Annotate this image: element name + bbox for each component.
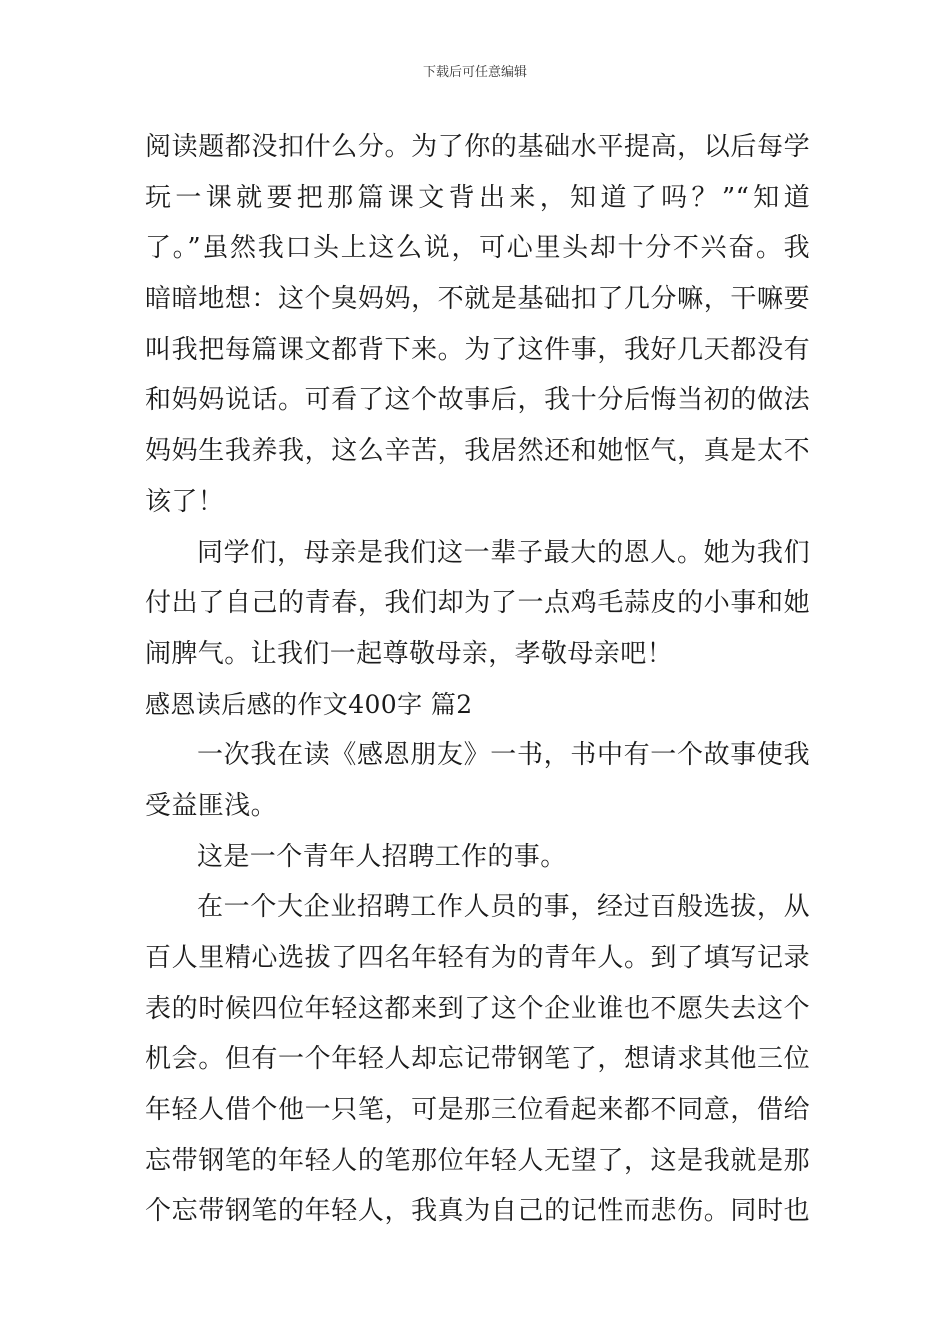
text-line: 忘带钢笔的年轻人的笔那位年轻人无望了，这是我就是那	[145, 1145, 810, 1176]
text-line: 闹脾气。让我们一起尊敬母亲，孝敬母亲吧！	[145, 638, 674, 669]
text-line: 表的时候四位年轻这都来到了这个企业谁也不愿失去这个	[145, 993, 810, 1024]
page-header: 下载后可任意编辑	[422, 65, 527, 80]
text-line: 个忘带钢笔的年轻人，我真为自己的记性而悲伤。同时也	[145, 1196, 810, 1227]
text-line: 年轻人借个他一只笔，可是那三位看起来都不同意，借给	[145, 1095, 810, 1126]
text-line: 玩一课就要把那篇课文背出来，知道了吗？”“知道	[145, 182, 810, 213]
text-line: 在一个大企业招聘工作人员的事，经过百般选拔，从	[197, 892, 810, 923]
text-line: 妈妈生我养我，这么辛苦，我居然还和她怄气，真是太不	[145, 436, 810, 467]
text-line: 了。”虽然我口头上这么说，可心里头却十分不兴奋。我	[145, 233, 810, 264]
text-line: 百人里精心选拔了四名年轻有为的青年人。到了填写记录	[145, 943, 810, 973]
text-line: 机会。但有一个年轻人却忘记带钢笔了，想请求其他三位	[145, 1044, 810, 1075]
text-line: 一次我在读《感恩朋友》一书，书中有一个故事使我	[197, 740, 810, 771]
text-line: 暗暗地想：这个臭妈妈，不就是基础扣了几分嘛，干嘛要	[145, 284, 810, 315]
text-line: 该了！	[145, 486, 225, 517]
text-line: 叫我把每篇课文都背下来。为了这件事，我好几天都没有	[145, 334, 810, 365]
text-line: 同学们，母亲是我们这一辈子最大的恩人。她为我们	[197, 537, 810, 568]
text-line: 受益匪浅。	[145, 790, 278, 821]
document-body	[145, 122, 810, 1237]
text-line: 阅读题都没扣什么分。为了你的基础水平提高，以后每学	[145, 132, 810, 162]
section-heading: 感恩读后感的作文400字 篇2	[145, 689, 473, 719]
text-line: 和妈妈说话。可看了这个故事后，我十分后悔当初的做法	[145, 385, 810, 416]
text-line: 付出了自己的青春，我们却为了一点鸡毛蒜皮的小事和她	[145, 588, 810, 619]
text-line: 这是一个青年人招聘工作的事。	[197, 841, 567, 872]
